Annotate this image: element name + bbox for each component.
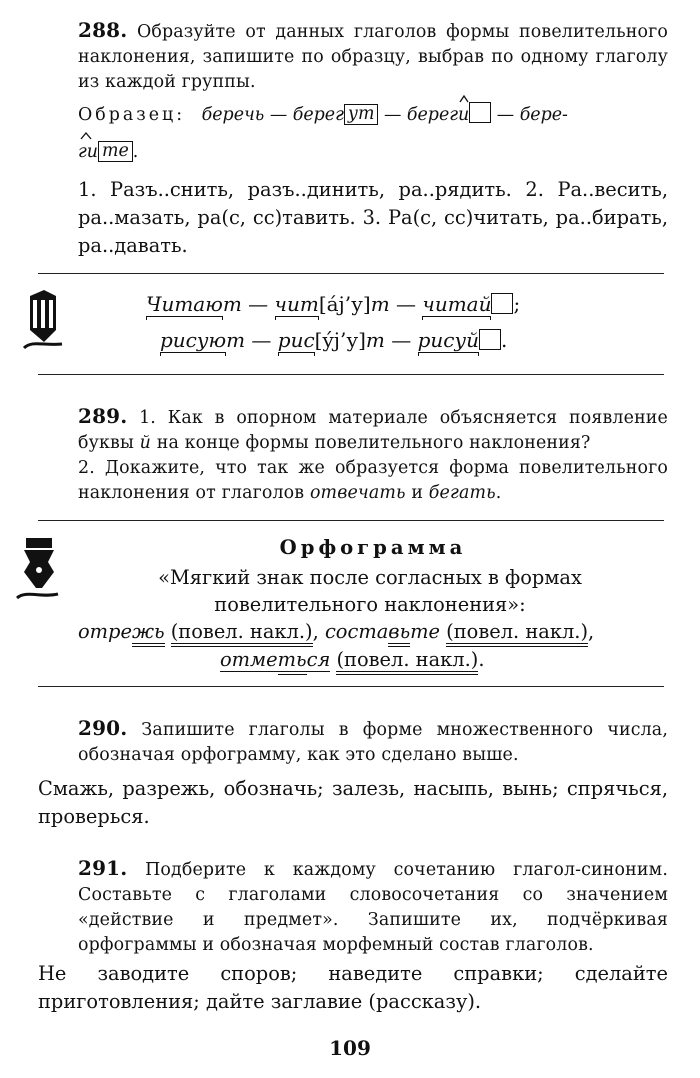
orthogram-title: Орфограмма (279, 536, 467, 559)
task-289-text: 289. 1. Как в опорном материале объясняется появление буквы й на конце формы повелительного наклонения? 2. Докажите, что так же образуется форма повелительного наклонения от глаголов отвечать и бегать. (78, 404, 668, 503)
sample-label: Образец: (78, 105, 186, 125)
pencil-icon (22, 290, 64, 352)
task-291-instruction: 291. Подберите к каждому сочетанию глагол-синоним. Составьте с глаголами словосочетания со значением «действие и предмет». Запишите их, подчёркивая орфограммы и обозначая морфемный состав глаголов. (78, 856, 668, 955)
orthogram-examples-2: отметься (повел. накл.). (220, 646, 484, 674)
divider (38, 520, 664, 521)
orthogram-subtitle: «Мягкий знак после согласных в формах повелительного наклонения»: (158, 566, 582, 616)
task-290-instruction: 290. Запишите глаголы в форме множественного числа, обозначая орфограмму, как это сделано выше. (78, 716, 668, 765)
task-291-number: 291. (78, 856, 128, 880)
task-291-exercise: Не заводите споров; наведите справки; сделайте приготовления; дайте заглавие (рассказу). (38, 962, 668, 1013)
orthogram-examples-1: отрежь (повел. накл.), составьте (повел. накл.), (78, 618, 678, 646)
pen-nib-icon (16, 538, 60, 602)
scheme-row-2: рисуют — рис[ýj’у]т — рисуй . (160, 328, 508, 352)
divider (38, 374, 664, 375)
task-288-text: Образуйте от данных глаголов формы повелительного наклонения, запишите по образцу, выбрав по одному глаголу из каждой группы. (78, 22, 668, 92)
task-290-number: 290. (78, 716, 128, 740)
task-288-number: 288. (78, 18, 128, 42)
divider (38, 273, 664, 274)
task-290-exercise: Смажь, разрежь, обозначь; залезь, насыпь, вынь; спрячься, проверься. (38, 777, 668, 828)
task-288-exercise: 1. Разъ..снить, разъ..динить, ра..рядить. 2. Ра..весить, ра..мазать, ра(с, сс)тавить. 3. Ра(с, сс)читать, ра..бирать, ра..давать. (78, 178, 668, 257)
scheme-row-1: Читают — чит[áj’у]т — читай ; (146, 292, 521, 316)
task-288-sample: Образец: беречь — берег ут — берег и — бере- (78, 102, 668, 128)
task-288-instruction (78, 18, 668, 95)
page-number: 109 (329, 1036, 371, 1060)
task-288-sample-cont: ги те . (78, 140, 138, 165)
task-289-number: 289. (78, 404, 128, 428)
divider (38, 686, 664, 687)
ending-box (469, 102, 491, 123)
